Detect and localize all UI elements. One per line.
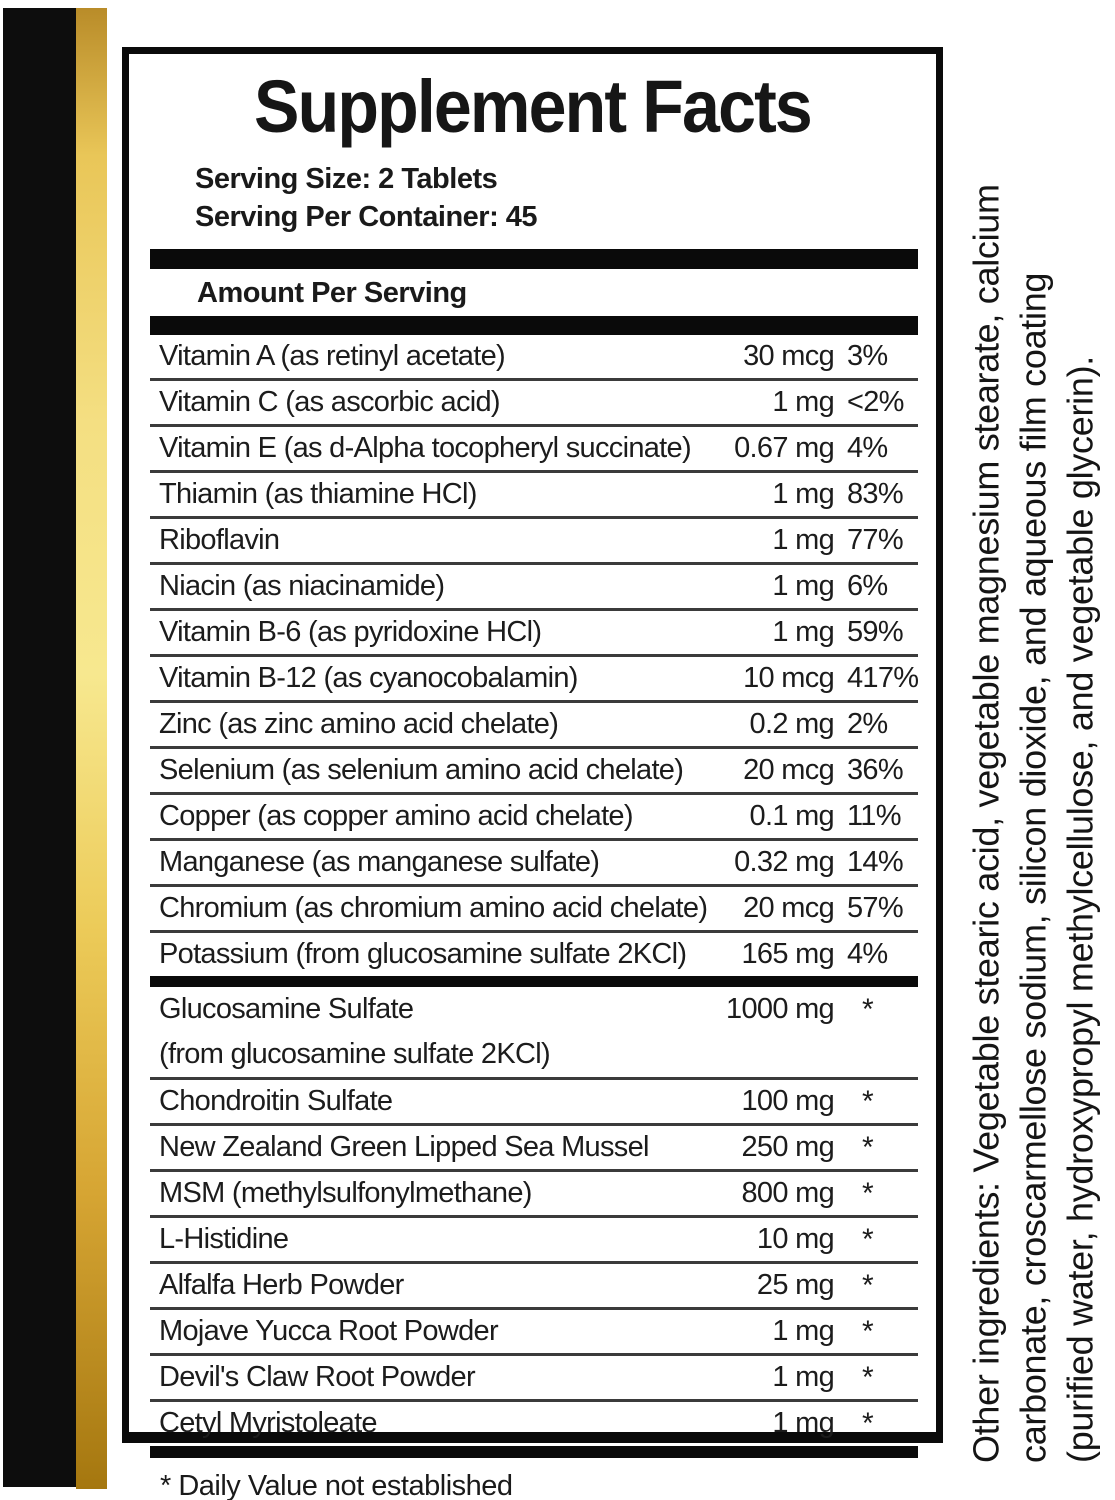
nutrient-amount: 10 mg bbox=[756, 1223, 834, 1255]
nutrient-name bbox=[150, 1315, 772, 1348]
nutrient-name bbox=[150, 340, 743, 373]
nutrient-name-line: Vitamin A (as retinyl acetate) bbox=[159, 340, 505, 372]
nutrient-table-main bbox=[150, 335, 918, 976]
nutrient-daily-value: 2% bbox=[847, 708, 888, 740]
section-divider-bar bbox=[150, 1446, 918, 1458]
nutrient-name bbox=[150, 892, 743, 925]
nutrient-daily-value: <2% bbox=[847, 386, 904, 418]
nutrient-amount: 1 mg bbox=[772, 1315, 834, 1347]
nutrient-daily-value: 4% bbox=[847, 432, 888, 464]
nutrient-daily-value: * bbox=[862, 1176, 873, 1210]
nutrient-name-line: Vitamin E (as d-Alpha tocopheryl succinate) bbox=[159, 432, 691, 464]
nutrient-daily-value: 59% bbox=[847, 616, 903, 648]
nutrient-name-line: Alfalfa Herb Powder bbox=[159, 1269, 404, 1301]
other-ingredients-line: Other ingredients: Vegetable stearic acid, vegetable magnesium stearate, calcium bbox=[965, 184, 1007, 1463]
nutrient-daily-value: * bbox=[862, 1406, 873, 1440]
nutrient-name-line: Niacin (as niacinamide) bbox=[159, 570, 445, 602]
section-divider-bar bbox=[150, 976, 918, 987]
panel-title: Supplement Facts bbox=[254, 65, 811, 148]
nutrient-row bbox=[150, 1126, 918, 1172]
nutrient-daily-value: 3% bbox=[847, 340, 888, 372]
nutrient-daily-value: * bbox=[862, 1084, 873, 1118]
nutrient-name-line: Copper (as copper amino acid chelate) bbox=[159, 800, 633, 832]
nutrient-name bbox=[150, 662, 743, 695]
nutrient-row bbox=[150, 335, 918, 381]
nutrient-name bbox=[150, 1131, 741, 1164]
nutrient-name bbox=[150, 1085, 741, 1118]
nutrient-amount: 800 mg bbox=[741, 1177, 834, 1209]
nutrient-amount: 0.1 mg bbox=[749, 800, 834, 832]
nutrient-name-line: Thiamin (as thiamine HCl) bbox=[159, 478, 477, 510]
nutrient-name-line: MSM (methylsulfonylmethane) bbox=[159, 1177, 532, 1209]
supplement-facts-panel bbox=[122, 47, 943, 1500]
nutrient-amount: 250 mg bbox=[741, 1131, 834, 1163]
nutrient-amount: 1 mg bbox=[772, 524, 834, 556]
nutrient-row bbox=[150, 611, 918, 657]
nutrient-name bbox=[150, 800, 750, 833]
nutrient-row bbox=[150, 1218, 918, 1264]
nutrient-name bbox=[150, 386, 772, 419]
serving-info bbox=[195, 160, 936, 236]
nutrient-name bbox=[150, 1223, 757, 1256]
nutrient-amount: 20 mcg bbox=[743, 754, 834, 786]
nutrient-name bbox=[150, 987, 726, 1077]
nutrient-name-line: New Zealand Green Lipped Sea Mussel bbox=[159, 1131, 649, 1163]
nutrient-row bbox=[150, 933, 918, 976]
serving-size: Serving Size: 2 Tablets bbox=[195, 163, 498, 195]
nutrient-row bbox=[150, 1264, 918, 1310]
nutrient-name bbox=[150, 846, 734, 879]
nutrient-name-sub: (from glucosamine sulfate 2KCl) bbox=[159, 1038, 550, 1070]
other-ingredients-text bbox=[963, 33, 1104, 1463]
nutrient-row bbox=[150, 427, 918, 473]
nutrient-name-line: Mojave Yucca Root Powder bbox=[159, 1315, 498, 1347]
nutrient-name-line: Selenium (as selenium amino acid chelate) bbox=[159, 754, 684, 786]
nutrient-row bbox=[150, 1402, 918, 1445]
nutrient-daily-value: * bbox=[862, 1130, 873, 1164]
nutrient-daily-value: 11% bbox=[847, 800, 901, 832]
nutrient-amount: 1 mg bbox=[772, 1407, 834, 1439]
nutrient-row bbox=[150, 519, 918, 565]
nutrient-amount: 1 mg bbox=[772, 386, 834, 418]
nutrient-name bbox=[150, 478, 772, 511]
nutrient-name-line: Devil's Claw Root Powder bbox=[159, 1361, 475, 1393]
nutrient-daily-value: 6% bbox=[847, 570, 888, 602]
nutrient-row bbox=[150, 987, 918, 1080]
nutrient-amount: 1 mg bbox=[772, 570, 834, 602]
nutrient-name-line: L-Histidine bbox=[159, 1223, 289, 1255]
nutrient-row bbox=[150, 1172, 918, 1218]
other-ingredients-line: (purified water, hydroxypropyl methylcellulose, and vegetable glycerin). bbox=[1059, 356, 1101, 1463]
nutrient-amount: 0.32 mg bbox=[734, 846, 834, 878]
nutrient-daily-value: 14% bbox=[847, 846, 903, 878]
nutrient-amount: 100 mg bbox=[741, 1085, 834, 1117]
nutrient-row bbox=[150, 1310, 918, 1356]
nutrient-daily-value: * bbox=[862, 1360, 873, 1394]
nutrient-name bbox=[150, 1407, 772, 1440]
nutrient-name bbox=[150, 432, 734, 465]
nutrient-name-line: Riboflavin bbox=[159, 524, 280, 556]
section-divider-bar bbox=[150, 316, 918, 335]
nutrient-row bbox=[150, 703, 918, 749]
nutrient-row bbox=[150, 565, 918, 611]
left-accent-bar-gold bbox=[76, 8, 107, 1489]
nutrient-row bbox=[150, 1080, 918, 1126]
left-accent-bar-black bbox=[3, 8, 76, 1487]
nutrient-name bbox=[150, 1177, 741, 1210]
nutrient-name-line: Vitamin B-6 (as pyridoxine HCl) bbox=[159, 616, 542, 648]
nutrient-amount: 1 mg bbox=[772, 478, 834, 510]
nutrient-row bbox=[150, 657, 918, 703]
nutrient-amount: 10 mcg bbox=[743, 662, 834, 694]
nutrient-name-line: Glucosamine Sulfate bbox=[159, 993, 414, 1025]
nutrient-name bbox=[150, 1269, 757, 1302]
nutrient-row bbox=[150, 841, 918, 887]
nutrient-amount: 0.67 mg bbox=[734, 432, 834, 464]
nutrient-name-line: Chromium (as chromium amino acid chelate) bbox=[159, 892, 708, 924]
daily-value-footnote: * Daily Value not established bbox=[160, 1470, 513, 1500]
nutrient-daily-value: * bbox=[862, 1268, 873, 1302]
nutrient-daily-value: 417% bbox=[847, 662, 919, 694]
nutrient-table-other bbox=[150, 987, 918, 1445]
nutrient-daily-value: 36% bbox=[847, 754, 903, 786]
nutrient-name-line: Zinc (as zinc amino acid chelate) bbox=[159, 708, 559, 740]
nutrient-name bbox=[150, 616, 772, 649]
nutrient-row bbox=[150, 795, 918, 841]
other-ingredients-line: carbonate, croscarmellose sodium, silicon dioxide, and aqueous film coating bbox=[1012, 272, 1054, 1463]
nutrient-daily-value: 83% bbox=[847, 478, 903, 510]
nutrient-name bbox=[150, 524, 772, 557]
servings-per-container: Serving Per Container: 45 bbox=[195, 201, 538, 233]
nutrient-amount: 30 mcg bbox=[743, 340, 834, 372]
nutrient-name bbox=[150, 754, 743, 787]
nutrient-amount: 25 mg bbox=[756, 1269, 834, 1301]
nutrient-amount: 1 mg bbox=[772, 1361, 834, 1393]
nutrient-amount: 1 mg bbox=[772, 616, 834, 648]
nutrient-row bbox=[150, 1356, 918, 1402]
nutrient-name bbox=[150, 938, 741, 971]
section-divider-bar bbox=[150, 249, 918, 269]
nutrient-amount: 165 mg bbox=[741, 938, 834, 970]
nutrient-amount: 0.2 mg bbox=[749, 708, 834, 740]
nutrient-daily-value: 57% bbox=[847, 892, 903, 924]
nutrient-name-line: Vitamin B-12 (as cyanocobalamin) bbox=[159, 662, 578, 694]
nutrient-name bbox=[150, 570, 772, 603]
nutrient-name-line: Chondroitin Sulfate bbox=[159, 1085, 393, 1117]
nutrient-name bbox=[150, 708, 750, 741]
nutrient-daily-value: 4% bbox=[847, 938, 888, 970]
nutrient-row bbox=[150, 887, 918, 933]
nutrient-amount: 20 mcg bbox=[743, 892, 834, 924]
nutrient-name-line: Cetyl Myristoleate bbox=[159, 1407, 377, 1439]
nutrient-daily-value: 77% bbox=[847, 524, 903, 556]
amount-per-serving-header: Amount Per Serving bbox=[197, 277, 467, 309]
nutrient-name-line: Manganese (as manganese sulfate) bbox=[159, 846, 600, 878]
nutrient-name-line: Vitamin C (as ascorbic acid) bbox=[159, 386, 500, 418]
nutrient-row bbox=[150, 473, 918, 519]
nutrient-row bbox=[150, 381, 918, 427]
nutrient-name-line: Potassium (from glucosamine sulfate 2KCl) bbox=[159, 938, 687, 970]
nutrient-daily-value: * bbox=[862, 1314, 873, 1348]
nutrient-name bbox=[150, 1361, 772, 1394]
nutrient-row bbox=[150, 749, 918, 795]
nutrient-amount: 1000 mg bbox=[726, 993, 834, 1025]
nutrient-daily-value: * bbox=[862, 993, 873, 1026]
nutrient-daily-value: * bbox=[862, 1222, 873, 1256]
